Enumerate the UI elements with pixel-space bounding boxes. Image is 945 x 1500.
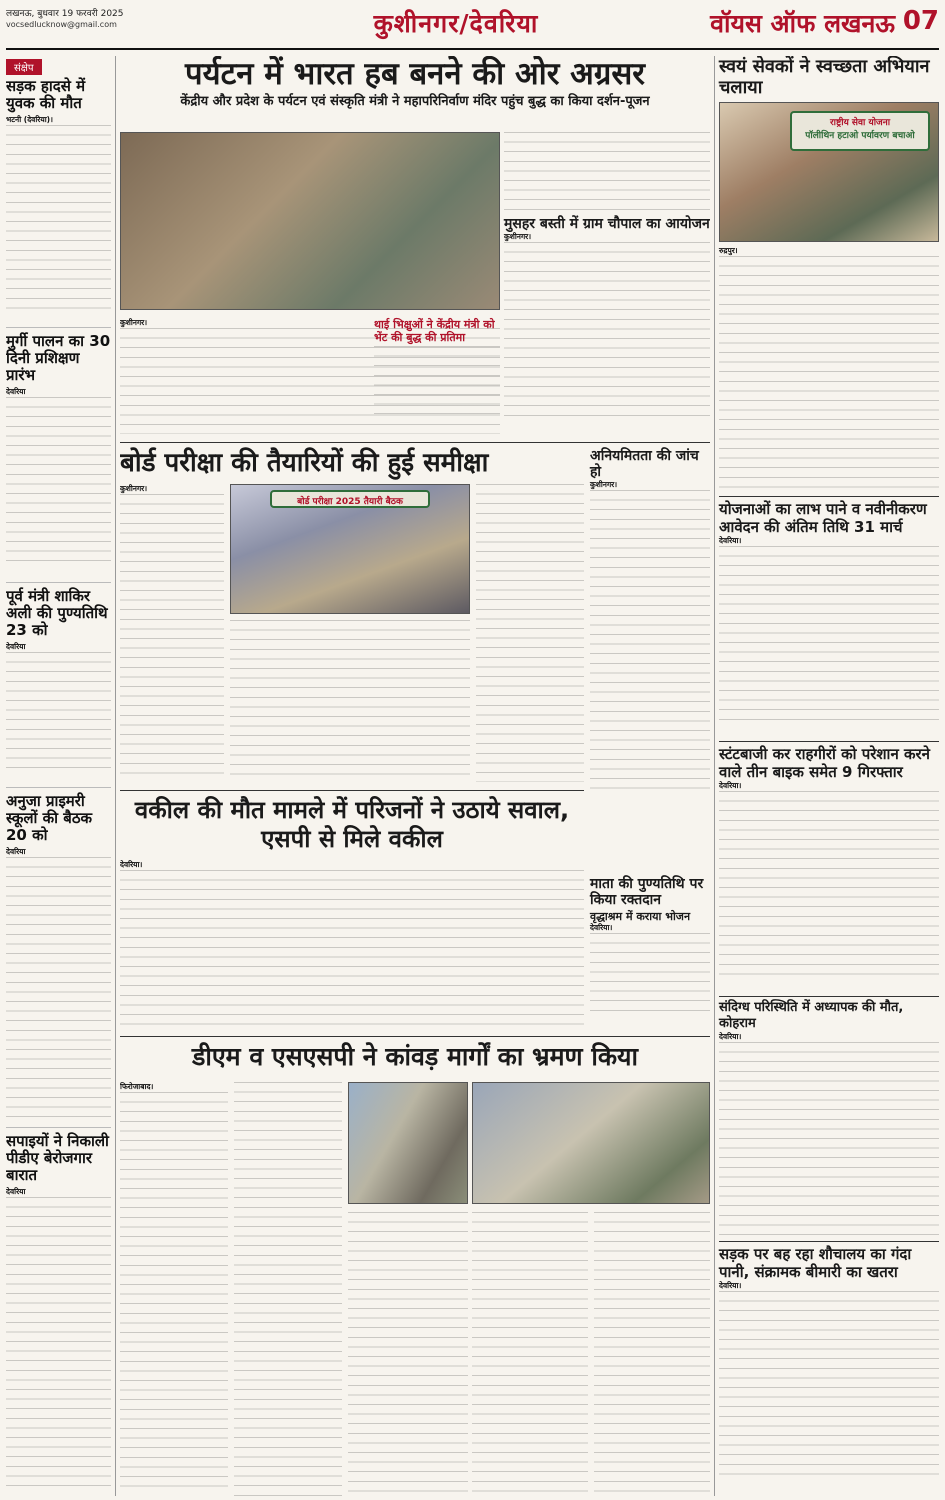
toilet-headline: सड़क पर बह रहा शौचालय का गंदा पानी, संक्रामक बीमारी का खतरा: [719, 1245, 912, 1281]
district-title: कुशीनगर/देवरिया: [373, 9, 539, 38]
toilet-body: [719, 1291, 939, 1481]
cleanliness-body: [719, 256, 939, 492]
brief-headline: सपाइयों ने निकाली पीडीए बेरोजगार बारात: [6, 1132, 109, 1184]
kanwar-body: [120, 1082, 228, 1496]
blood-headline: माता की पुण्यतिथि पर किया रक्तदान: [590, 876, 704, 908]
stunt-story: [719, 741, 939, 996]
board-headline: बोर्ड परीक्षा की तैयारियों की हुई समीक्षा: [120, 448, 489, 478]
brief-headline: सड़क हादसे में युवक की मौत: [6, 77, 86, 112]
divider: [120, 790, 584, 791]
lead-headline: पर्यटन में भारत हब बनने की ओर अग्रसर: [185, 56, 645, 92]
masthead: [6, 4, 939, 50]
right-column: [714, 56, 939, 1496]
yojana-headline: योजनाओं का लाभ पाने व नवीनीकरण आवेदन की अंतिम तिथि 31 मार्च: [719, 500, 927, 536]
brief-byline: भटनी (देवरिया)।: [6, 115, 53, 124]
blood-donation-story: [590, 876, 710, 1031]
board-story: [120, 448, 710, 783]
toilet-byline: देवरिया।: [719, 1281, 742, 1290]
kanwar-body-3: [348, 1212, 468, 1496]
cleanliness-photo-banner: [790, 111, 930, 151]
kanwar-body-5: [594, 1212, 710, 1496]
yojana-body: [719, 546, 939, 722]
brief-item: [6, 78, 111, 328]
kanwar-story: [120, 1042, 710, 1496]
brief-byline: देवरिया: [6, 387, 26, 396]
yojana-byline: देवरिया।: [719, 536, 742, 545]
teacher-headline: संदिग्ध परिस्थिति में अध्यापक की मौत, कोहराम: [719, 1000, 904, 1031]
brief-headline: पूर्व मंत्री शाकिर अली की पुण्यतिथि 23 को: [6, 587, 108, 639]
toilet-story: [719, 1241, 939, 1491]
irregularity-byline: कुशीनगर।: [590, 480, 618, 489]
divider: [120, 442, 710, 443]
lead-subhead: केंद्रीय और प्रदेश के पर्यटन एवं संस्कृति मंत्री ने महापरिनिर्वाण मंदिर पहुंच बुद्ध का किया दर्शन-पूजन: [180, 94, 650, 109]
kanwar-byline: फिरोजाबाद।: [120, 1082, 154, 1091]
brief-body: [6, 397, 111, 567]
brief-item: [6, 1133, 111, 1493]
board-byline: कुशीनगर।: [120, 484, 148, 493]
lawyer-byline: देवरिया।: [120, 860, 143, 869]
lead-story: [120, 56, 710, 436]
brief-headline: मुर्गी पालन का 30 दिनी प्रशिक्षण प्रारंभ: [6, 332, 111, 384]
banner-line-2: पॉलीथिन हटाओ पर्यावरण बचाओ: [805, 131, 915, 141]
brief-column: [6, 56, 116, 1496]
brief-item: [6, 793, 111, 1128]
kanwar-photo-2: [472, 1082, 710, 1204]
brief-byline: देवरिया: [6, 642, 26, 651]
kanwar-body-2: [234, 1082, 342, 1496]
teacher-byline: देवरिया।: [719, 1032, 742, 1041]
brief-body: [6, 1197, 111, 1487]
chaupal-story: [504, 216, 710, 436]
thai-monks-box: [374, 318, 500, 436]
brief-body: [6, 857, 111, 1117]
lawyer-body: [120, 860, 584, 1030]
brief-byline: देवरिया: [6, 1187, 26, 1196]
cleanliness-story: [719, 56, 939, 496]
brief-body: [6, 125, 111, 315]
thai-monks-headline: थाई भिक्षुओं ने केंद्रीय मंत्री को भेंट की बुद्ध की प्रतिमा: [374, 318, 495, 344]
kanwar-photo-1: [348, 1082, 468, 1204]
edition-email: vocsedlucknow@gmail.com: [6, 20, 117, 29]
cleanliness-byline: रुद्रपुर।: [719, 246, 738, 255]
lead-byline: कुशीनगर।: [120, 318, 148, 327]
stunt-headline: स्टंटबाजी कर राहगीरों को परेशान करने वाले तीन बाइक समेत 9 गिरफ्तार: [719, 745, 930, 781]
edition-date: लखनऊ, बुधवार 19 फरवरी 2025: [6, 9, 124, 19]
lawyer-story: [120, 796, 584, 1031]
main-column: [120, 56, 710, 1496]
chaupal-byline: कुशीनगर।: [504, 232, 532, 241]
stunt-body: [719, 791, 939, 981]
lawyer-headline: वकील की मौत मामले में परिजनों ने उठाये सवाल, एसपी से मिले वकील: [134, 796, 570, 853]
blood-subhead: वृद्धाश्रम में कराया भोजन: [590, 910, 691, 923]
brief-body: [6, 652, 111, 772]
brief-headline: अनुजा प्राइमरी स्कूलों की बैठक 20 को: [6, 792, 93, 844]
board-photo-banner: बोर्ड परीक्षा 2025 तैयारी बैठक: [270, 490, 430, 508]
cleanliness-headline: स्वयं सेवकों ने स्वच्छता अभियान चलाया: [719, 56, 930, 98]
board-body-right: [476, 484, 584, 782]
section-label: संक्षेप: [6, 59, 42, 75]
brief-item: [6, 588, 111, 788]
banner-line-1: राष्ट्रीय सेवा योजना: [829, 118, 891, 128]
lead-continued-body: [504, 132, 710, 212]
page-number: 07: [902, 6, 939, 36]
board-body-continued: [230, 620, 470, 782]
divider: [120, 1036, 710, 1037]
board-body: [120, 484, 224, 782]
brief-byline: देवरिया: [6, 847, 26, 856]
yojana-story: [719, 496, 939, 741]
blood-byline: देवरिया।: [590, 923, 613, 932]
irregularity-story: [590, 448, 710, 782]
newspaper-brand: वॉयस ऑफ लखनऊ: [710, 9, 895, 38]
kanwar-body-4: [472, 1212, 588, 1496]
cleanliness-photo: [719, 102, 939, 242]
lead-photo: [120, 132, 500, 310]
teacher-body: [719, 1042, 939, 1242]
kanwar-headline: डीएम व एसएसपी ने कांवड़ मार्गों का भ्रमण किया: [191, 1042, 638, 1071]
teacher-story: [719, 996, 939, 1241]
brief-item: [6, 333, 111, 583]
stunt-byline: देवरिया।: [719, 781, 742, 790]
irregularity-headline: अनियमितता की जांच हो: [590, 448, 699, 480]
chaupal-headline: मुसहर बस्ती में ग्राम चौपाल का आयोजन: [504, 216, 710, 232]
